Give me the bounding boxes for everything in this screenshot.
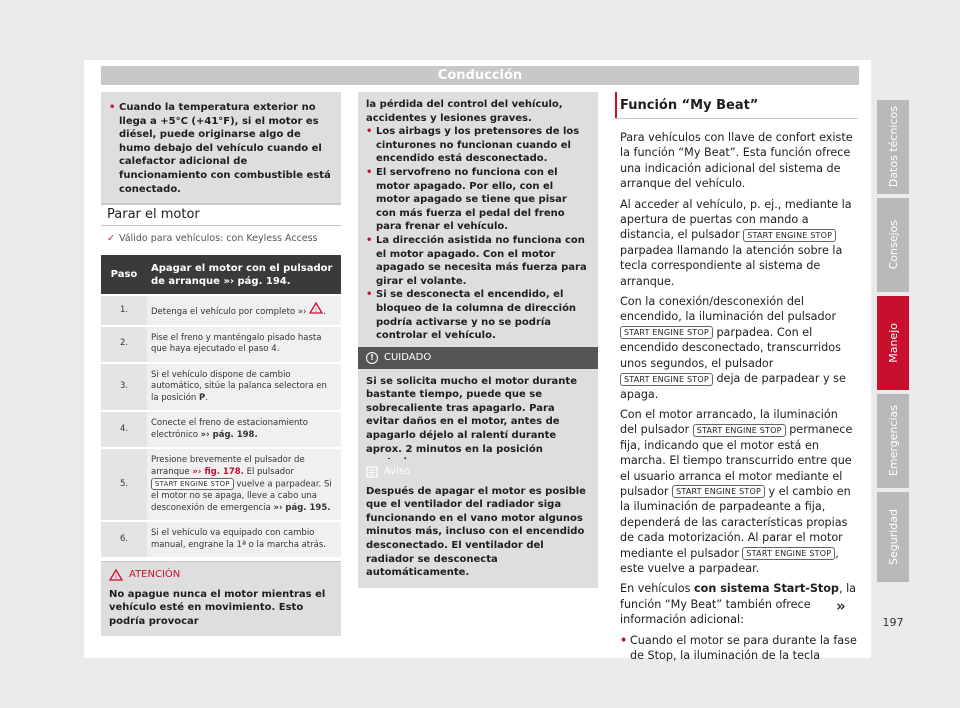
paragraph — [620, 407, 858, 576]
p4-text-c: y el cambio en la iluminación de parpadeante a fija, dependerá de las características propias de cada motorización. Al parar el motor mediante el pulsador — [620, 484, 851, 560]
step-text: Pise el freno y manténgalo pisado hasta que haya ejecutado el paso 4. — [147, 326, 341, 363]
paragraph — [620, 197, 858, 289]
gear-p-label: P — [198, 392, 206, 403]
atencion-header — [109, 568, 333, 582]
title-accent-bar — [615, 92, 617, 118]
step-number: 4. — [101, 411, 147, 448]
p4-text-b: permanece fija, indicando que el motor está en marcha. El tiempo transcurrido entre que el usuario arranca el motor mediante el pulsador — [620, 423, 853, 498]
step-text — [147, 411, 341, 448]
atencion-text: No apague nunca el motor mientras el vehículo esté en movimiento. Esto podría provocar — [109, 588, 326, 627]
step-text: Detenga el vehículo por completo »› ! . — [147, 295, 341, 326]
aviso-text: Después de apagar el motor es posible que el ventilador del radiador siga funcionando en el vano motor algunos minutos más, incluso con el encendido desconectado. El ventilador del radiador se desconecta automáticamente. — [366, 485, 586, 579]
col-header-paso: Paso — [101, 255, 147, 295]
page-ref-link[interactable]: »› pág. 195. — [273, 502, 331, 513]
table-row — [101, 448, 341, 521]
table-row — [101, 326, 341, 363]
cold-smoke-text: • Cuando la temperatura exterior no llega a +5°C (+41°F), si el motor es diésel, puede originarse algo de humo debajo del vehículo cuando el calefactor adicional de funcionamiento con combustible está conectado. — [109, 101, 333, 196]
figure-ref-link[interactable]: »› fig. 178. — [192, 466, 244, 477]
tab-manejo[interactable] — [877, 296, 909, 390]
aviso-box — [358, 459, 598, 588]
tab-label: Manejo — [886, 323, 900, 363]
title-divider — [101, 225, 341, 226]
p5-text-b: , la función “My Beat” también ofrece información adicional: — [620, 582, 857, 627]
start-engine-stop-key: START ENGINE STOP — [672, 485, 765, 498]
p2-text-b: parpadea llamando la atención sobre la tecla correspondiente al sistema de arranque. — [620, 243, 843, 288]
atencion-title: ATENCIÓN — [129, 569, 181, 580]
aviso-title: Aviso — [384, 466, 411, 477]
step-number: 1. — [101, 295, 147, 326]
tab-emergencias[interactable] — [877, 394, 909, 488]
atencion-continued-box — [358, 92, 598, 351]
title-divider — [615, 118, 858, 119]
step-number: 2. — [101, 326, 147, 363]
step-text — [147, 363, 341, 412]
step-5-text-c: vuelve a parpadear. Si el motor no se apaga, lleve a cabo una desconexión de emergencia — [151, 479, 332, 513]
page-number: 197 — [882, 616, 904, 629]
tab-label: Emergencias — [886, 405, 900, 477]
list-item: • El servofreno no funciona con el motor apagado. Por ello, con el motor apagado se tiene que pisar con más fuerza el pedal del freno para frenar el vehículo. — [366, 166, 590, 234]
tab-datos-tecnicos[interactable] — [877, 100, 909, 194]
start-engine-stop-key: START ENGINE STOP — [743, 229, 836, 242]
section-title-my-beat: Función “My Beat” — [620, 98, 759, 113]
step-3-end: . — [205, 392, 208, 403]
col-header-action-text: Apagar el motor con el pulsador de arranque — [151, 262, 333, 287]
step-text — [147, 448, 341, 521]
note-icon — [366, 466, 378, 478]
start-engine-stop-key: START ENGINE STOP — [693, 424, 786, 437]
step-number: 6. — [101, 521, 147, 557]
atencion-bullets — [366, 125, 590, 343]
step-1-text: Detenga el vehículo por completo »› — [151, 307, 307, 317]
col-header-action-ref[interactable]: »› pág. 194. — [223, 275, 291, 287]
step-number: 3. — [101, 363, 147, 412]
p4-text-a: Con el motor arrancado, la iluminación del pulsador — [620, 407, 838, 437]
col-header-action — [147, 255, 341, 295]
start-engine-stop-key: START ENGINE STOP — [620, 326, 713, 339]
table-row — [101, 295, 341, 326]
p3-text-a: Con la conexión/desconexión del encendido, la iluminación del pulsador — [620, 295, 837, 324]
warning-triangle-icon — [309, 302, 323, 314]
p5-bold: con sistema Start-Stop — [694, 582, 839, 596]
page-ref-link[interactable]: »› pág. 198. — [200, 429, 258, 440]
p2-text-a: Al acceder al vehículo, p. ej., mediante la apertura de puertas con mando a distancia, el pulsador — [620, 197, 852, 242]
step-number: 5. — [101, 448, 147, 521]
section-header: Conducción — [101, 66, 859, 85]
cuidado-title: CUIDADO — [384, 352, 432, 363]
table-header-row — [101, 255, 341, 295]
table-row — [101, 521, 341, 557]
paragraph — [620, 294, 858, 402]
step-5-text-b: El pulsador — [246, 466, 294, 477]
tab-consejos[interactable] — [877, 198, 909, 292]
atencion-continued-lead: la pérdida del control del vehículo, accidentes y lesiones graves. — [366, 99, 563, 124]
list-item: • Los airbags y los pretensores de los cinturones no funcionan cuando el encendido está desconectado. — [366, 125, 590, 166]
warning-triangle-icon — [109, 569, 123, 581]
p4-text-d: , este vuelve a parpadear. — [620, 546, 839, 575]
table-row — [101, 411, 341, 448]
paragraph: Para vehículos con llave de confort existe la función “My Beat”. Esta función ofrece una indicación adicional del sistema de arranque del vehículo. — [620, 131, 853, 191]
p5-text-a: En vehículos — [620, 582, 691, 596]
step-text: Si el vehículo va equipado con cambio manual, engrane la 1ª o la marcha atrás. — [147, 521, 341, 557]
atencion-box — [101, 561, 341, 636]
p3-text-c: deja de parpadear y se apaga. — [620, 372, 846, 401]
step-3-text: Si el vehículo dispone de cambio automático, sitúe la palanca selectora en la posición — [151, 369, 327, 403]
cuidado-text: Si se solicita mucho el motor durante bastante tiempo, puede que se sobrecaliente tras apagarlo. Para evitar daños en el motor, antes de apagarlo déjelo al ralentí durante aprox. 2 minutos en la posición — [366, 375, 577, 455]
list-item: • Si se desconecta el encendido, el bloqueo de la columna de dirección podría activarse y no se podría controlar el vehículo. — [366, 288, 590, 342]
svg-text:!: ! — [314, 307, 318, 314]
p3-text-b: parpadea. Con el encendido desconectado, transcurridos unos segundos, el pulsador — [620, 325, 841, 370]
validity-line — [107, 232, 341, 246]
tab-label: Seguridad — [886, 509, 900, 565]
stop-engine-steps-table — [101, 255, 341, 557]
section-title-stop-engine: Parar el motor — [107, 207, 200, 222]
start-engine-stop-key: START ENGINE STOP — [620, 373, 713, 386]
my-beat-body — [620, 130, 858, 663]
checkmark-icon: ✓ — [107, 233, 115, 244]
table-row — [101, 363, 341, 412]
tab-label: Consejos — [886, 220, 900, 270]
list-item: • La dirección asistida no funciona con el motor apagado. Con el motor apagado se necesita más fuerza para girar el volante. — [366, 234, 590, 288]
cuidado-header — [358, 347, 598, 369]
validity-text: Válido para vehículos: con Keyless Access — [118, 233, 318, 244]
svg-text:!: ! — [114, 573, 118, 581]
step-5-text-a: Presione brevemente el pulsador de arranque — [151, 455, 305, 477]
aviso-header — [366, 465, 590, 479]
start-engine-stop-key: START ENGINE STOP — [151, 478, 234, 490]
list-item: • Cuando el motor se para durante la fase de Stop, la iluminación de la tecla — [620, 633, 858, 664]
tab-seguridad[interactable] — [877, 492, 909, 582]
tab-label: Datos técnicos — [886, 106, 900, 188]
cold-smoke-note — [101, 92, 341, 205]
my-beat-bullets — [620, 633, 858, 664]
continue-arrow-icon: » — [836, 597, 846, 615]
start-engine-stop-key: START ENGINE STOP — [742, 547, 835, 560]
info-circle-icon: ! — [366, 352, 378, 364]
paragraph — [620, 581, 858, 627]
step-4-text: Conecte el freno de estacionamiento electrónico — [151, 418, 308, 440]
